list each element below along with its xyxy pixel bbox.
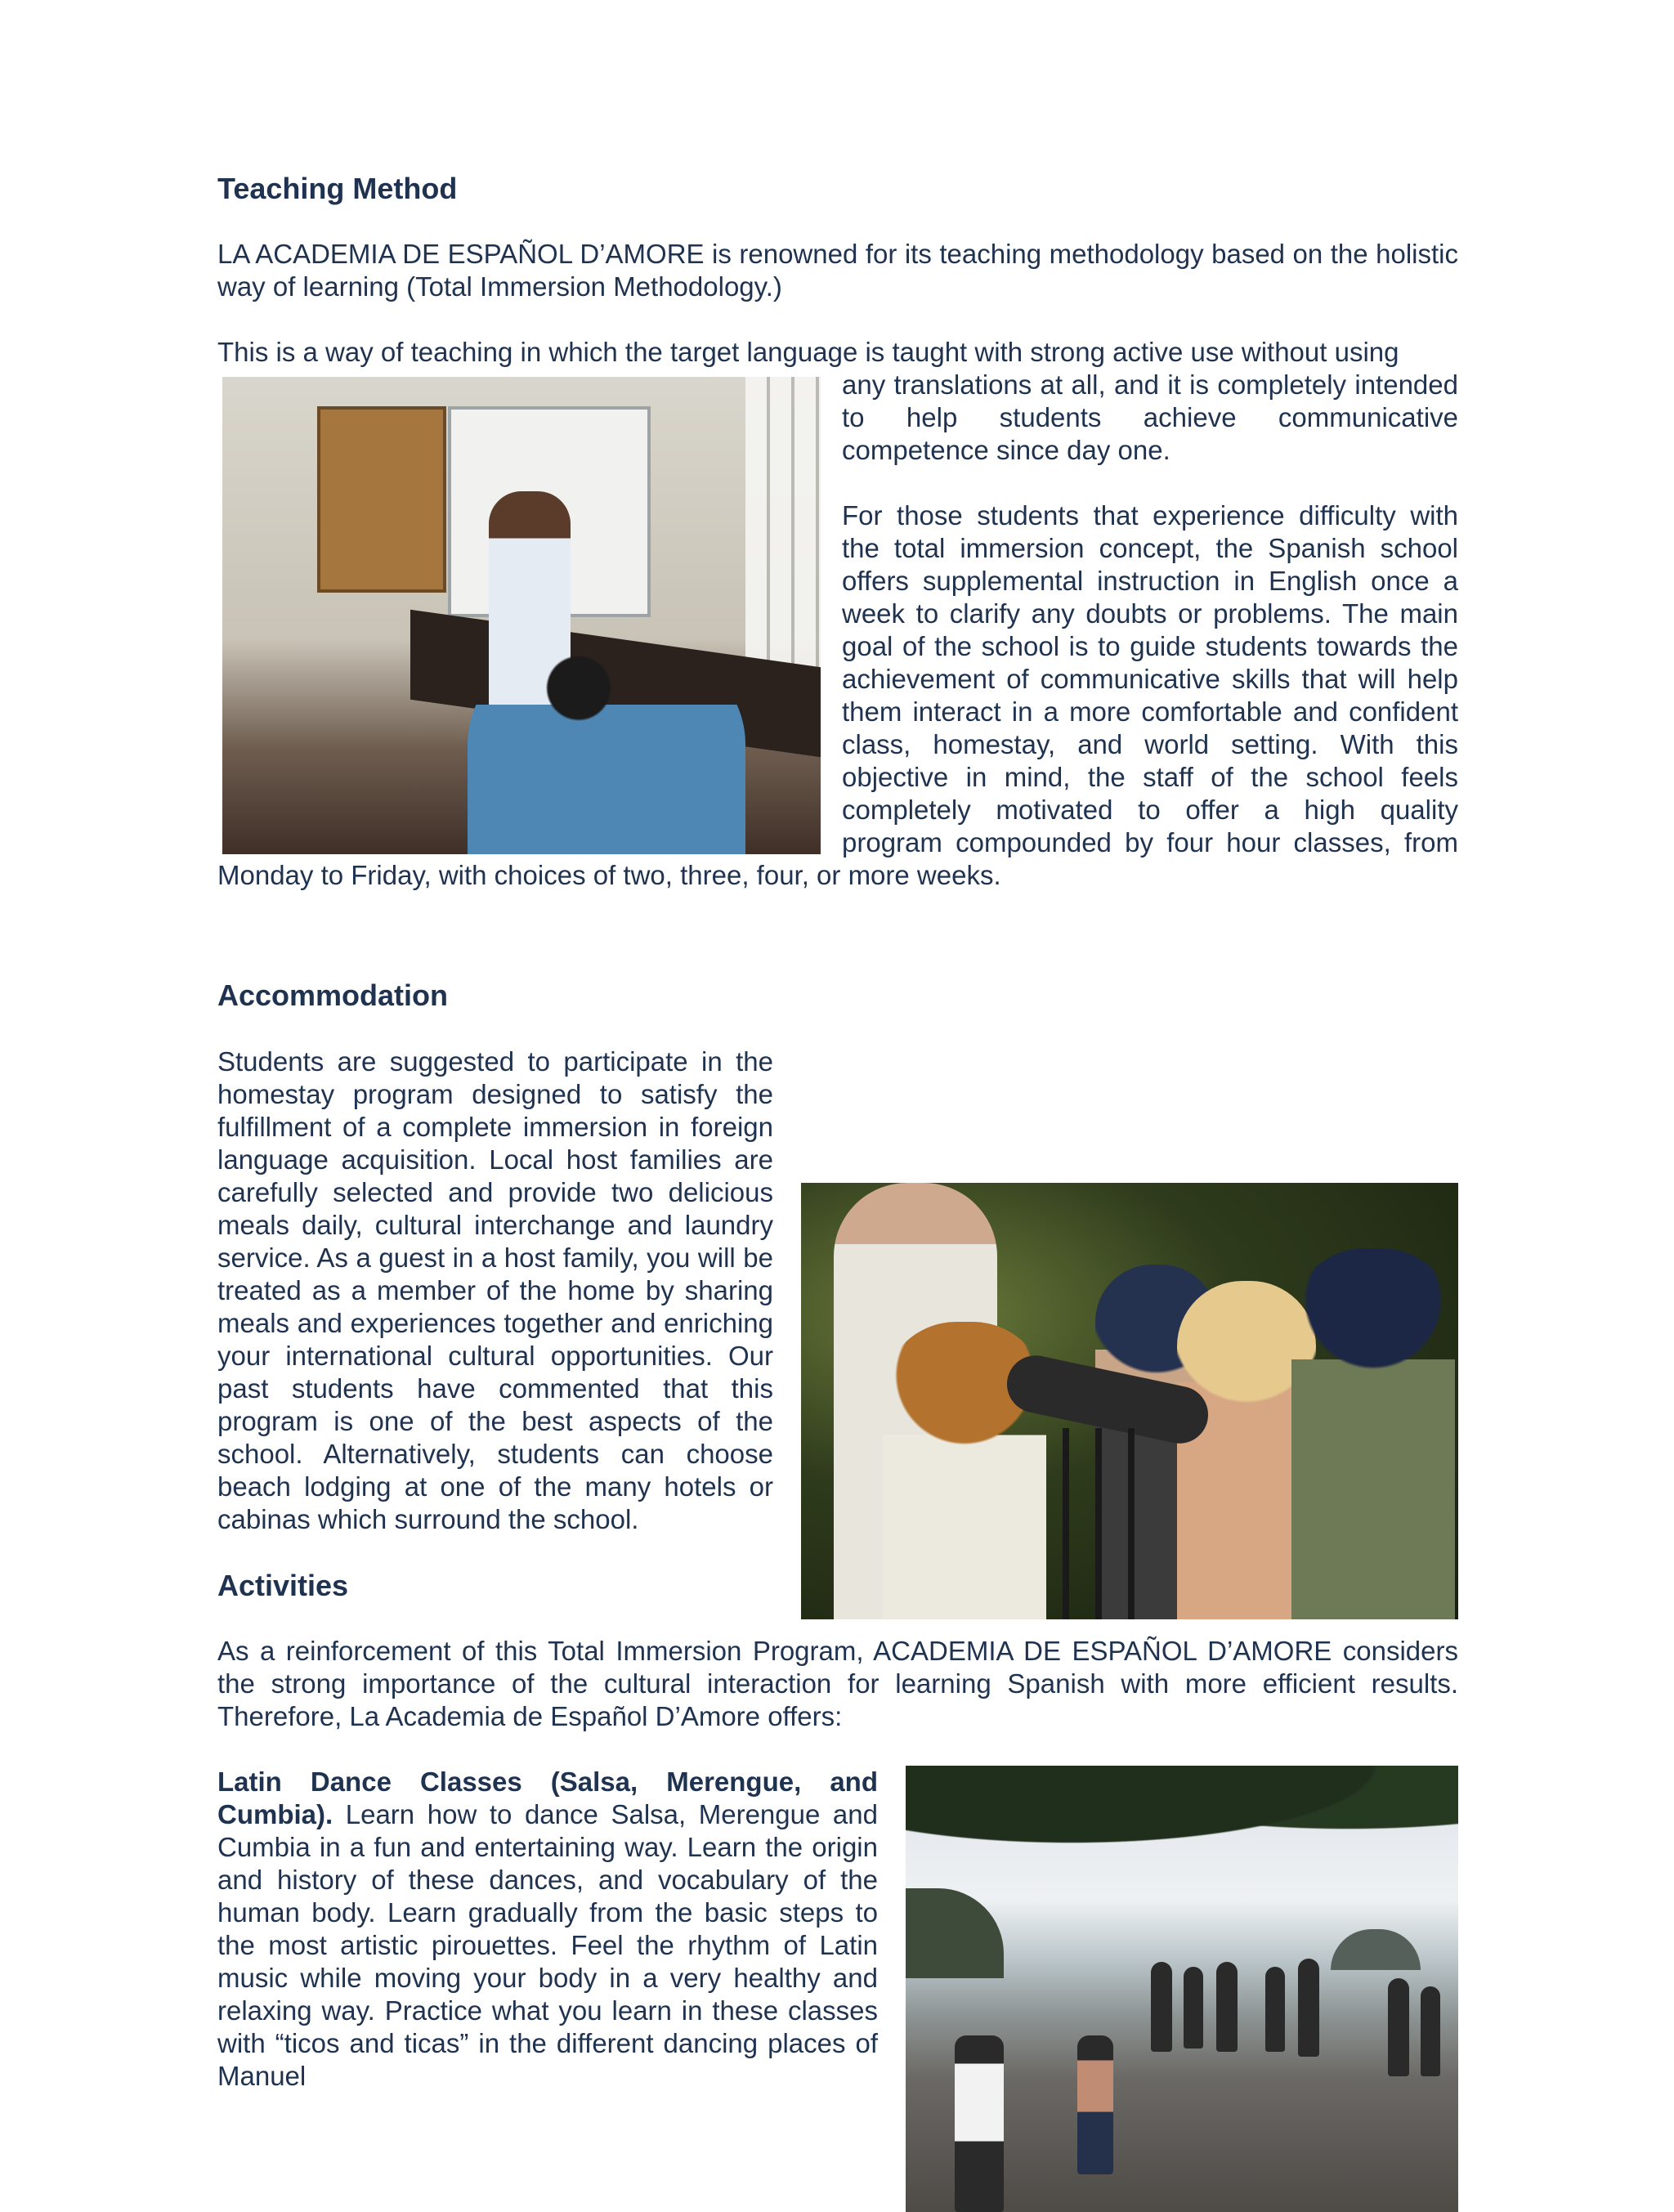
activities-paragraph: As a reinforcement of this Total Immersion Program, ACADEMIA DE ESPAÑOL D’AMORE considers the strong importance of the cultural interaction for learning Spanish with more efficient results. Therefore, La Academia de Español D’Amore offers: [217, 1636, 1458, 1732]
teaching-method-heading: Teaching Method [217, 172, 458, 205]
accommodation-heading: Accommodation [217, 978, 449, 1013]
teaching-paragraph-3: For those students that experience difficulty with the total immersion concept, the Spanish school offers supplemental instruction in English once a week to clarify any doubts or problems. The main goal of the school is to guide students towards the achievement of communicative skills that will help them interact in a more comfortable and confident class, homestay, and world setting. With this objective in mind, the staff of the school feels completely motivated to offer a high quality program compounded by four hour classes, from Monday to Friday, with choices of two, three, four, or more weeks. [217, 500, 1458, 891]
dance-classes-text: Learn how to dance Salsa, Merengue and Cumbia in a fun and entertaining way. Learn the origin and history of these dances, and vocabulary of the human body. Learn gradually from the basic steps to the most artistic pirouettes. Feel the rhythm of Latin music while moving your body in a very healthy and relaxing way. Practice what you learn in these classes with “ticos and ticas” in the different dancing places of Manuel [217, 1799, 878, 2092]
teaching-paragraph-2-first-line: This is a way of teaching in which the target language is taught with strong active use without using [217, 337, 1399, 368]
activities-heading: Activities [217, 1568, 349, 1602]
birdwatching-photo [801, 1183, 1458, 1619]
document-page [217, 172, 1458, 2212]
teaching-paragraph-1: LA ACADEMIA DE ESPAÑOL D’AMORE is renowned for its teaching methodology based on the holistic way of learning (Total Immersion Methodology.) [217, 239, 1458, 302]
dance-classes-title: Latin Dance Classes (Salsa, Merengue, and Cumbia). [217, 1766, 878, 1830]
teaching-paragraph-2-rest: any translations at all, and it is completely intended to help students achieve communicative competence since day one. [842, 369, 1458, 466]
accommodation-paragraph: Students are suggested to participate in the homestay program designed to satisfy the fulfillment of a complete immersion in foreign language acquisition. Local host families are carefully selected and provide two delicious meals daily, cultural interchange and laundry service. As a guest in a host family, you will be treated as a member of the home by sharing meals and experiences together and enriching your international cultural opportunities. Our past students have commented that this program is one of the best aspects of the school. Alternatively, students can choose beach lodging at one of the many hotels or cabinas which surround the school. [217, 1046, 773, 1534]
classroom-photo [222, 377, 821, 854]
beach-photo [906, 1766, 1458, 2212]
